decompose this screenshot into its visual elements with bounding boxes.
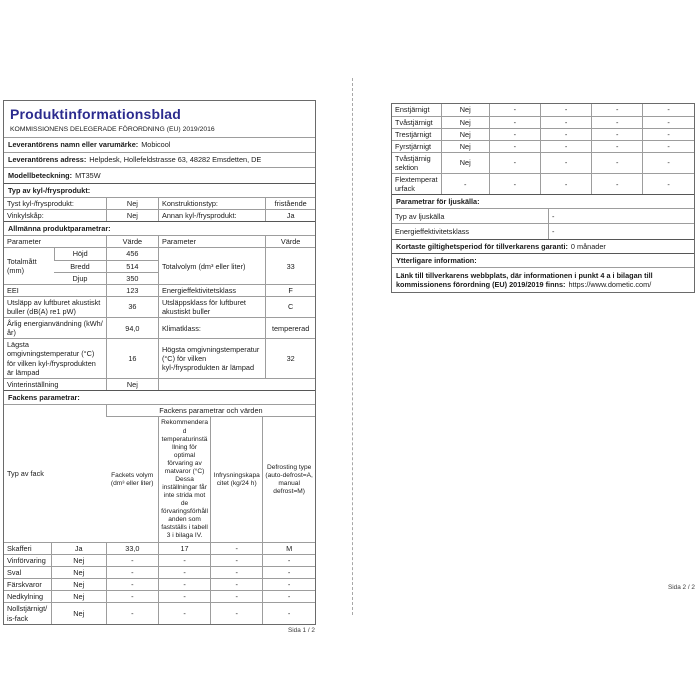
section-header: Ytterligare information: bbox=[392, 253, 694, 267]
type-section-table bbox=[4, 183, 315, 222]
section-header: Allmänna produktparametrar: bbox=[4, 222, 315, 236]
compartment-name: Fyrstjärnigt bbox=[392, 140, 441, 152]
table-cell: - bbox=[489, 104, 540, 116]
group-header-row bbox=[4, 405, 315, 417]
compartment-present: Ja bbox=[51, 542, 106, 554]
group-header: Fackens parametrar och värden bbox=[106, 405, 315, 417]
model-id-cell bbox=[4, 168, 315, 183]
table-cell: - bbox=[489, 152, 540, 173]
table-cell: - bbox=[489, 140, 540, 152]
param-value: 32 bbox=[266, 339, 315, 378]
table-cell: - bbox=[158, 567, 210, 579]
supplier-address-cell bbox=[4, 153, 315, 168]
column-header: Infrysningskapacitet (kg/24 h) bbox=[211, 417, 263, 542]
param-value: Ja bbox=[266, 209, 315, 221]
section-header-row bbox=[392, 195, 694, 209]
page-number: Sida 2 / 2 bbox=[667, 584, 695, 591]
param-value: tempererad bbox=[266, 318, 315, 339]
table-row bbox=[4, 579, 315, 591]
table-cell: - bbox=[158, 603, 210, 624]
param-label: Årlig energianvändning (kWh/år) bbox=[4, 318, 106, 339]
compartment-present: Nej bbox=[441, 140, 489, 152]
compartment-name: Tvåstjärnigt bbox=[392, 116, 441, 128]
table-cell: - bbox=[540, 104, 591, 116]
param-value: 94,0 bbox=[106, 318, 158, 339]
table-cell: - bbox=[540, 116, 591, 128]
compartment-present: Nej bbox=[441, 128, 489, 140]
table-row bbox=[392, 224, 694, 239]
param-label: Energieffektivitetsklass bbox=[158, 284, 265, 296]
table-row bbox=[4, 318, 315, 339]
page-1 bbox=[3, 100, 316, 634]
table-row bbox=[392, 140, 694, 152]
field-label: Modellbeteckning: bbox=[8, 170, 73, 180]
param-label: Totalvolym (dm³ eller liter) bbox=[158, 248, 265, 284]
compartment-present: Nej bbox=[441, 152, 489, 173]
corner-header: Typ av fack bbox=[4, 405, 106, 543]
param-value: Nej bbox=[106, 209, 158, 221]
table-cell: M bbox=[263, 542, 315, 554]
table-cell: - bbox=[592, 128, 643, 140]
sub-param-label: Bredd bbox=[54, 260, 106, 272]
table-row bbox=[4, 378, 315, 390]
compartment-name: Färskvaror bbox=[4, 579, 51, 591]
table-row bbox=[392, 174, 694, 195]
param-value: C bbox=[266, 296, 315, 317]
table-row bbox=[4, 168, 315, 183]
param-label: Tyst kyl-/frysprodukt: bbox=[4, 197, 106, 209]
table-row bbox=[4, 248, 315, 260]
table-cell: - bbox=[106, 555, 158, 567]
table-cell: - bbox=[643, 104, 694, 116]
param-value: 16 bbox=[106, 339, 158, 378]
compartment-present: Nej bbox=[51, 567, 106, 579]
table-cell: - bbox=[540, 174, 591, 195]
compartment-present: Nej bbox=[441, 104, 489, 116]
general-parameters-table bbox=[4, 221, 315, 390]
param-label: Klimatklass: bbox=[158, 318, 265, 339]
page-2 bbox=[391, 103, 695, 293]
table-cell: - bbox=[211, 542, 263, 554]
column-header: Värde bbox=[106, 236, 158, 248]
field-label: Länk till tillverkarens webbplats, där informationen i punkt 4 a i bilagan till kommissionens förordning (EU) 2019/2019 finns: bbox=[396, 271, 653, 290]
warranty-cell bbox=[392, 239, 694, 253]
table-cell: - bbox=[643, 152, 694, 173]
param-label: Vinterinställning bbox=[4, 378, 106, 390]
table-cell: - bbox=[489, 174, 540, 195]
table-row bbox=[392, 209, 694, 224]
compartment-present: Nej bbox=[441, 116, 489, 128]
table-cell: - bbox=[489, 128, 540, 140]
table-cell: - bbox=[106, 579, 158, 591]
param-value: Nej bbox=[106, 197, 158, 209]
field-label: Kortaste giltighetsperiod för tillverkarens garanti: bbox=[396, 241, 568, 251]
table-row bbox=[4, 591, 315, 603]
table-cell: - bbox=[540, 140, 591, 152]
table-row bbox=[4, 209, 315, 221]
empty-cell bbox=[158, 378, 315, 390]
table-cell: - bbox=[263, 567, 315, 579]
param-value: - bbox=[549, 224, 694, 239]
table-row bbox=[392, 152, 694, 173]
table-row bbox=[392, 268, 694, 293]
param-label: Konstruktionstyp: bbox=[158, 197, 265, 209]
page-1-frame bbox=[3, 100, 316, 625]
table-cell: 17 bbox=[158, 542, 210, 554]
table-row bbox=[392, 116, 694, 128]
table-row bbox=[4, 555, 315, 567]
table-cell: - bbox=[592, 140, 643, 152]
param-value: 123 bbox=[106, 284, 158, 296]
table-row bbox=[4, 339, 315, 378]
table-row bbox=[392, 104, 694, 116]
sub-param-label: Höjd bbox=[54, 248, 106, 260]
section-header-row bbox=[4, 391, 315, 405]
table-cell: - bbox=[592, 152, 643, 173]
regulation-subtitle: KOMMISSIONENS DELEGERADE FÖRORDNING (EU) 2019/2016 bbox=[10, 126, 215, 133]
warranty-table bbox=[392, 239, 694, 253]
table-cell: - bbox=[211, 603, 263, 624]
compartment-name: Enstjärnigt bbox=[395, 105, 430, 115]
compartment-name: Flextemperaturfack bbox=[392, 174, 441, 195]
column-header: Parameter bbox=[4, 236, 106, 248]
column-header: Värde bbox=[266, 236, 315, 248]
section-header-row bbox=[392, 253, 694, 267]
section-header: Fackens parametrar: bbox=[4, 391, 315, 405]
light-source-table bbox=[392, 194, 694, 239]
compartment-name: Vinförvaring bbox=[4, 555, 51, 567]
compartment-present: Nej bbox=[51, 603, 106, 624]
table-cell: - bbox=[158, 579, 210, 591]
table-row bbox=[4, 153, 315, 168]
param-value: 514 bbox=[106, 260, 158, 272]
param-label: EEI bbox=[4, 284, 106, 296]
field-value: 0 månader bbox=[570, 241, 606, 251]
table-cell: - bbox=[158, 555, 210, 567]
param-value: - bbox=[549, 209, 694, 224]
table-row bbox=[392, 239, 694, 253]
compartment-name: Sval bbox=[4, 567, 51, 579]
field-label: Leverantörens adress: bbox=[8, 155, 87, 165]
section-header: Parametrar för ljuskälla: bbox=[392, 195, 694, 209]
table-cell: - bbox=[106, 567, 158, 579]
table-cell: - bbox=[643, 116, 694, 128]
table-cell: - bbox=[211, 591, 263, 603]
param-label: Utsläppsklass för luftburet akustiskt buller bbox=[158, 296, 265, 317]
table-cell: - bbox=[540, 128, 591, 140]
table-cell: - bbox=[106, 603, 158, 624]
table-cell: - bbox=[263, 591, 315, 603]
param-value: fristående bbox=[266, 197, 315, 209]
param-label: Vinkylskåp: bbox=[4, 209, 106, 221]
param-value: 36 bbox=[106, 296, 158, 317]
table-row bbox=[4, 603, 315, 624]
compartment-name: Tvåstjärnig sektion bbox=[392, 152, 441, 173]
manufacturer-website-link[interactable]: https://www.dometic.com/ bbox=[568, 280, 652, 290]
table-row bbox=[4, 542, 315, 554]
supplier-table bbox=[4, 137, 315, 183]
param-value: Nej bbox=[106, 378, 158, 390]
param-label: Annan kyl-/frysprodukt: bbox=[158, 209, 265, 221]
table-cell: - bbox=[106, 591, 158, 603]
param-label: Utsläpp av luftburet akustiskt buller (dB(A) re1 pW) bbox=[4, 296, 106, 317]
compartment-name: Nollstjärnigt/is-fack bbox=[4, 603, 51, 624]
table-cell: - bbox=[643, 174, 694, 195]
compartment-name: Nedkylning bbox=[4, 591, 51, 603]
param-label: Energieffektivitetsklass bbox=[392, 224, 549, 239]
table-row bbox=[4, 296, 315, 317]
page-number: Sida 1 / 2 bbox=[287, 626, 315, 634]
param-value: F bbox=[266, 284, 315, 296]
compartment-present: - bbox=[441, 174, 489, 195]
param-value: 33 bbox=[266, 248, 315, 284]
param-value: 456 bbox=[106, 248, 158, 260]
field-value: MT35W bbox=[75, 170, 101, 180]
table-cell: - bbox=[211, 567, 263, 579]
table-cell: - bbox=[263, 555, 315, 567]
table-row bbox=[392, 128, 694, 140]
table-cell: 33,0 bbox=[106, 542, 158, 554]
column-header: Rekommenderad temperaturinställning för optimal förvaring av matvaror (°C) Dessa inställningar får inte strida mot de förvaringsförhållanden som fastställs i tabell 3 i bilaga IV. bbox=[158, 417, 210, 542]
table-cell: - bbox=[211, 579, 263, 591]
field-label: Leverantörens namn eller varumärke: bbox=[8, 140, 139, 150]
compartment-name: Trestjärnigt bbox=[392, 128, 441, 140]
table-cell: - bbox=[592, 104, 643, 116]
column-header: Parameter bbox=[158, 236, 265, 248]
field-value: Mobicool bbox=[141, 140, 171, 150]
table-cell: - bbox=[643, 140, 694, 152]
compartments-continued-table bbox=[392, 104, 694, 194]
table-row bbox=[4, 138, 315, 153]
table-row bbox=[4, 567, 315, 579]
page-2-frame bbox=[391, 103, 695, 293]
compartment-present: Nej bbox=[51, 591, 106, 603]
param-label: Typ av ljuskälla bbox=[392, 209, 549, 224]
section-header-row bbox=[4, 183, 315, 197]
section-header-row bbox=[4, 222, 315, 236]
param-label: Högsta omgivningstemperatur (°C) för vilken kyl-/frysprodukten är lämpad bbox=[158, 339, 265, 378]
section-header: Typ av kyl-/frysprodukt: bbox=[4, 183, 315, 197]
title-block bbox=[4, 101, 315, 137]
additional-info-table bbox=[392, 253, 694, 292]
table-row bbox=[4, 197, 315, 209]
page-separator-dashed-line bbox=[352, 78, 353, 615]
table-cell: - bbox=[540, 152, 591, 173]
supplier-name-cell bbox=[4, 138, 315, 153]
table-cell: - bbox=[158, 591, 210, 603]
param-value: 350 bbox=[106, 272, 158, 284]
compartment-name: Skafferi bbox=[4, 542, 51, 554]
manufacturer-link-cell bbox=[392, 268, 694, 293]
table-cell: - bbox=[211, 555, 263, 567]
table-cell: - bbox=[592, 116, 643, 128]
table-cell: - bbox=[263, 579, 315, 591]
sub-param-label: Djup bbox=[54, 272, 106, 284]
column-header: Defrosting type (auto-defrost=A, manual defrost=M) bbox=[263, 417, 315, 542]
table-row bbox=[4, 284, 315, 296]
table-cell: - bbox=[489, 116, 540, 128]
field-value: Helpdesk, Hollefeldstrasse 63, 48282 Emsdetten, DE bbox=[89, 155, 262, 165]
compartment-present: Nej bbox=[51, 555, 106, 567]
table-cell: - bbox=[592, 174, 643, 195]
column-header: Fackets volym (dm³ eller liter) bbox=[106, 417, 158, 542]
column-header-row bbox=[4, 236, 315, 248]
table-cell: - bbox=[263, 603, 315, 624]
compartment-present: Nej bbox=[51, 579, 106, 591]
table-cell: - bbox=[643, 128, 694, 140]
param-label: Totalmått (mm) bbox=[4, 248, 54, 284]
param-label: Lägsta omgivningstemperatur (°C) för vilken kyl-/frysprodukten är lämpad bbox=[4, 339, 106, 378]
compartments-table bbox=[4, 390, 315, 623]
page-title: Produktinformationsblad bbox=[10, 106, 182, 122]
